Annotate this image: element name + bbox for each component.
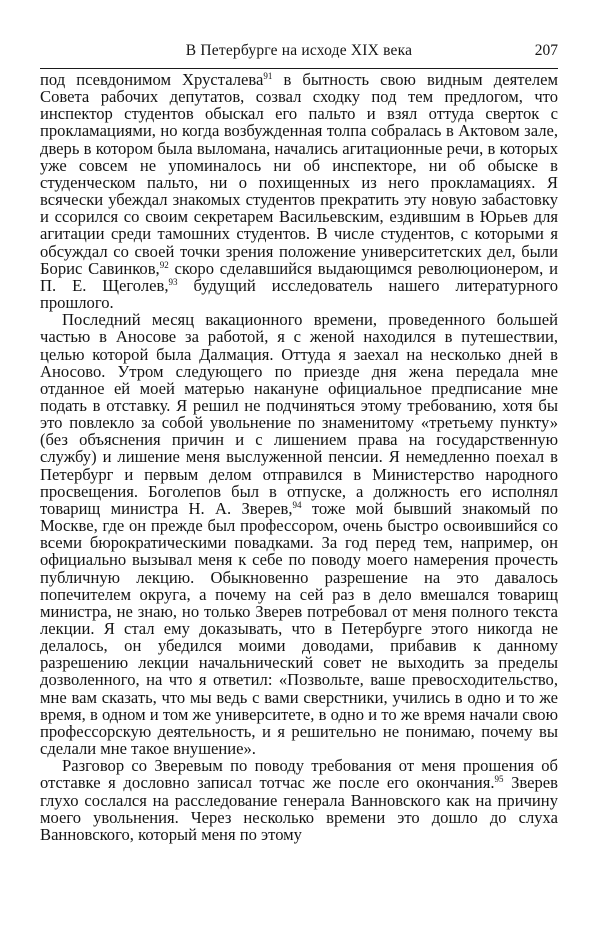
header-rule [40,68,558,69]
text-run: Разговор со Зверевым по поводу требования от меня прошения об отставке я дословно записал тотчас же после его окончания. [40,756,558,793]
text-run: тоже мой бывший знакомый по Москве, где он прежде был профессором, очень быстро освоившийся со всеми бюрократическими повадками. За год перед тем, например, он официально вызывал меня к себе по поводу моего намерения прочесть публичную лекцию. Обыкновенно разрешение на это давалось попечителем округа, а почему на сей раз в дело вмешался товарищ министра, не знаю, но только Зверев потребовал от меня полного текста лекции. Я стал ему доказывать, что в Петербурге этого никогда не делалось, он убедился моими доводами, прибавив к данному разрешению лекции начальнический совет не выходить за пределы дозволенного, на что я ответил: «Позвольте, ваше превосходительство, мне вам сказать, что мы ведь с вами сверстники, учились в одно и то же время, в одном и том же университете, в одно и то же время начали свою профессорскую деятельность, и я решительно не понимаю, почему вы сделали мне такое внушение». [40,498,559,759]
footnote-ref: 91 [263,71,273,81]
text-run: скоро сделавшийся выдающимся революционером, и П. Е. Щеголев, [40,258,558,295]
text-run: будущий исследователь нашего литературного прошлого. [40,275,559,313]
text-run: Последний месяц вакационного времени, проведенного большей частью в Аносове за работой, я с женой находился в путешествии, целью которой была Далмация. Оттуда я заехал на несколько дней в Аносово. Утром следующего по приезде дня жена передала мне отданное ей моей матерью накануне официальное предписание мне подать в отставку. Я решил не подчиняться этому требованию, хотя бы это повлекло за собой увольнение по знаменитому «третьему пункту» (без объяснения причин и с лишением права на государственную службу) и лишение меня выслуженной пенсии. Я немедленно поехал в Петербург и первым делом отправился в Министерство народного просвещения. Боголепов был в отпуске, а должность его исполнял товарищ министра Н. А. Зверев, [40,310,558,518]
paragraph [40,757,558,843]
footnote-ref: 93 [168,276,178,287]
running-title: В Петербурге на исходе XIX века [185,42,413,59]
footnote-ref: 95 [494,774,504,785]
footnote-ref: 94 [292,499,302,510]
text-run: под псевдонимом Хрусталева [40,70,264,89]
paragraph [40,311,558,757]
footnote-ref: 92 [159,259,169,270]
text-run: Зверев глухо сослался на расследование генерала Ванновского как на причину моего увольнения. Через несколько времени это дошло до слуха Ванновского, который меня по этому [40,773,559,844]
paragraph [40,71,558,311]
body-text [40,71,558,843]
text-run: в бытность свою видным деятелем Совета рабочих депутатов, созвал сходку под тем предлогом, что инспектор студентов обыскал его пальто и взял оттуда сверток с прокламациями, но когда возбужденная толпа собралась в Актовом зале, дверь в котором была выломана, начались агитационные речи, в которых уже совсем не упоминалось ни об инспекторе, ни об обыске в студенческом пальто, ни о похищенных из него прокламациях. Я всячески убеждал знакомых студентов прекратить эту новую забастовку и ссорился со своим секретарем Васильевским, ездившим в Юрьев для агитации среди тамошних студентов. В числе студентов, с которыми я обсуждал со своей точки зрения положение университетских дел, были Борис Савинков, [40,70,558,278]
page-number: 207 [534,42,558,59]
page-header [40,38,558,60]
